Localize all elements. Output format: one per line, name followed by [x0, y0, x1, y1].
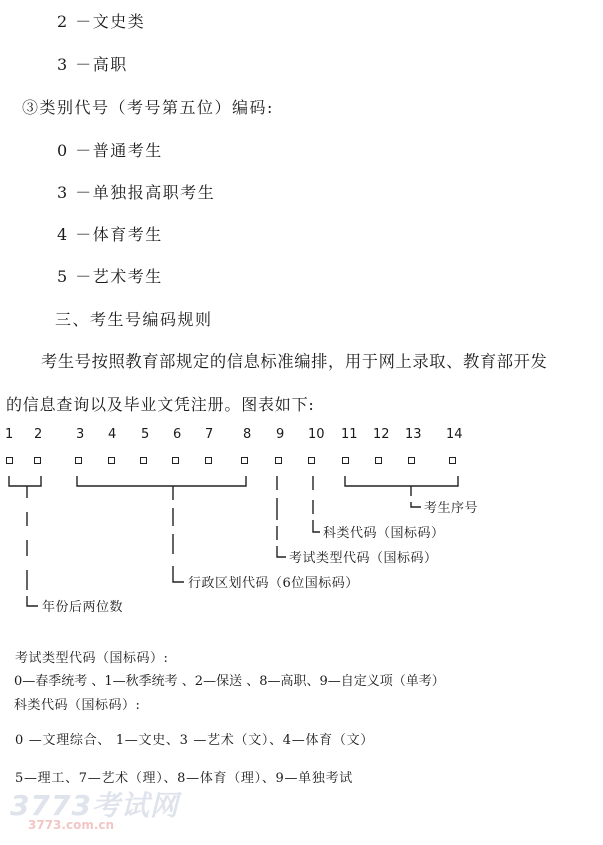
digit: 2	[34, 427, 43, 442]
section-heading: 三、考生号编码规则	[55, 310, 213, 329]
exam-type-title: 考试类型代码（国标码）:	[15, 651, 169, 666]
paragraph-line-2: 的信息查询以及毕业文凭注册。图表如下:	[6, 395, 315, 414]
digit: 10	[308, 427, 325, 442]
bracket-seq	[345, 476, 458, 486]
digit: 4	[108, 427, 117, 442]
digit: 7	[205, 427, 214, 442]
watermark-logo: 3773考试网	[10, 789, 179, 822]
leader-subject	[313, 476, 320, 532]
digit: 8	[243, 427, 252, 442]
digit: 9	[276, 427, 285, 442]
label-exam-type-code: 考试类型代码（国标码）	[289, 551, 438, 566]
category-code-heading: ③类别代号（考号第五位）编码:	[22, 98, 274, 117]
digit: 5	[141, 427, 150, 442]
subject-code-2: 2 －文史类	[57, 12, 146, 31]
leader-seq	[411, 486, 421, 507]
category-code-5: 5 －艺术考生	[57, 267, 163, 286]
bracket-year	[9, 476, 41, 486]
leader-exam-type	[277, 476, 286, 557]
category-code-3: 3 －单独报高职考生	[57, 183, 216, 202]
leader-year	[27, 486, 38, 606]
subject-code-3: 3 －高职	[57, 55, 128, 74]
label-region-code: 行政区划代码（6位国标码）	[188, 576, 359, 591]
watermark-site: 3773.com.cn	[28, 818, 115, 832]
label-year: 年份后两位数	[42, 600, 124, 615]
label-sequence-number: 考生序号	[424, 501, 479, 516]
digit: 11	[341, 427, 358, 442]
label-subject-code: 科类代码（国标码）	[323, 526, 445, 541]
digit: 3	[76, 427, 85, 442]
digit: 14	[446, 427, 463, 442]
bracket-region	[77, 476, 246, 486]
digit: 13	[405, 427, 422, 442]
leader-region	[173, 486, 184, 582]
subject-code-title: 科类代码（国标码）:	[14, 698, 141, 713]
digit: 12	[373, 427, 390, 442]
category-code-4: 4 －体育考生	[57, 225, 163, 244]
digit: 6	[173, 427, 182, 442]
paragraph-line-1: 考生号按照教育部规定的信息标准编排，用于网上录取、教育部开发	[41, 352, 548, 371]
category-code-0: 0 －普通考生	[57, 141, 163, 160]
subject-code-values-2: 5—理工、7—艺术（理）、8—体育（理）、9—单独考试	[15, 771, 353, 786]
exam-type-values: 0—春季统考 、1—秋季统考 、2—保送 、8—高职、9—自定义项（单考）	[14, 674, 445, 689]
digit: 1	[5, 427, 14, 442]
subject-code-values-1: 0 —文理综合、 1—文史、3 —艺术（文）、4—体育（文）	[15, 733, 374, 748]
